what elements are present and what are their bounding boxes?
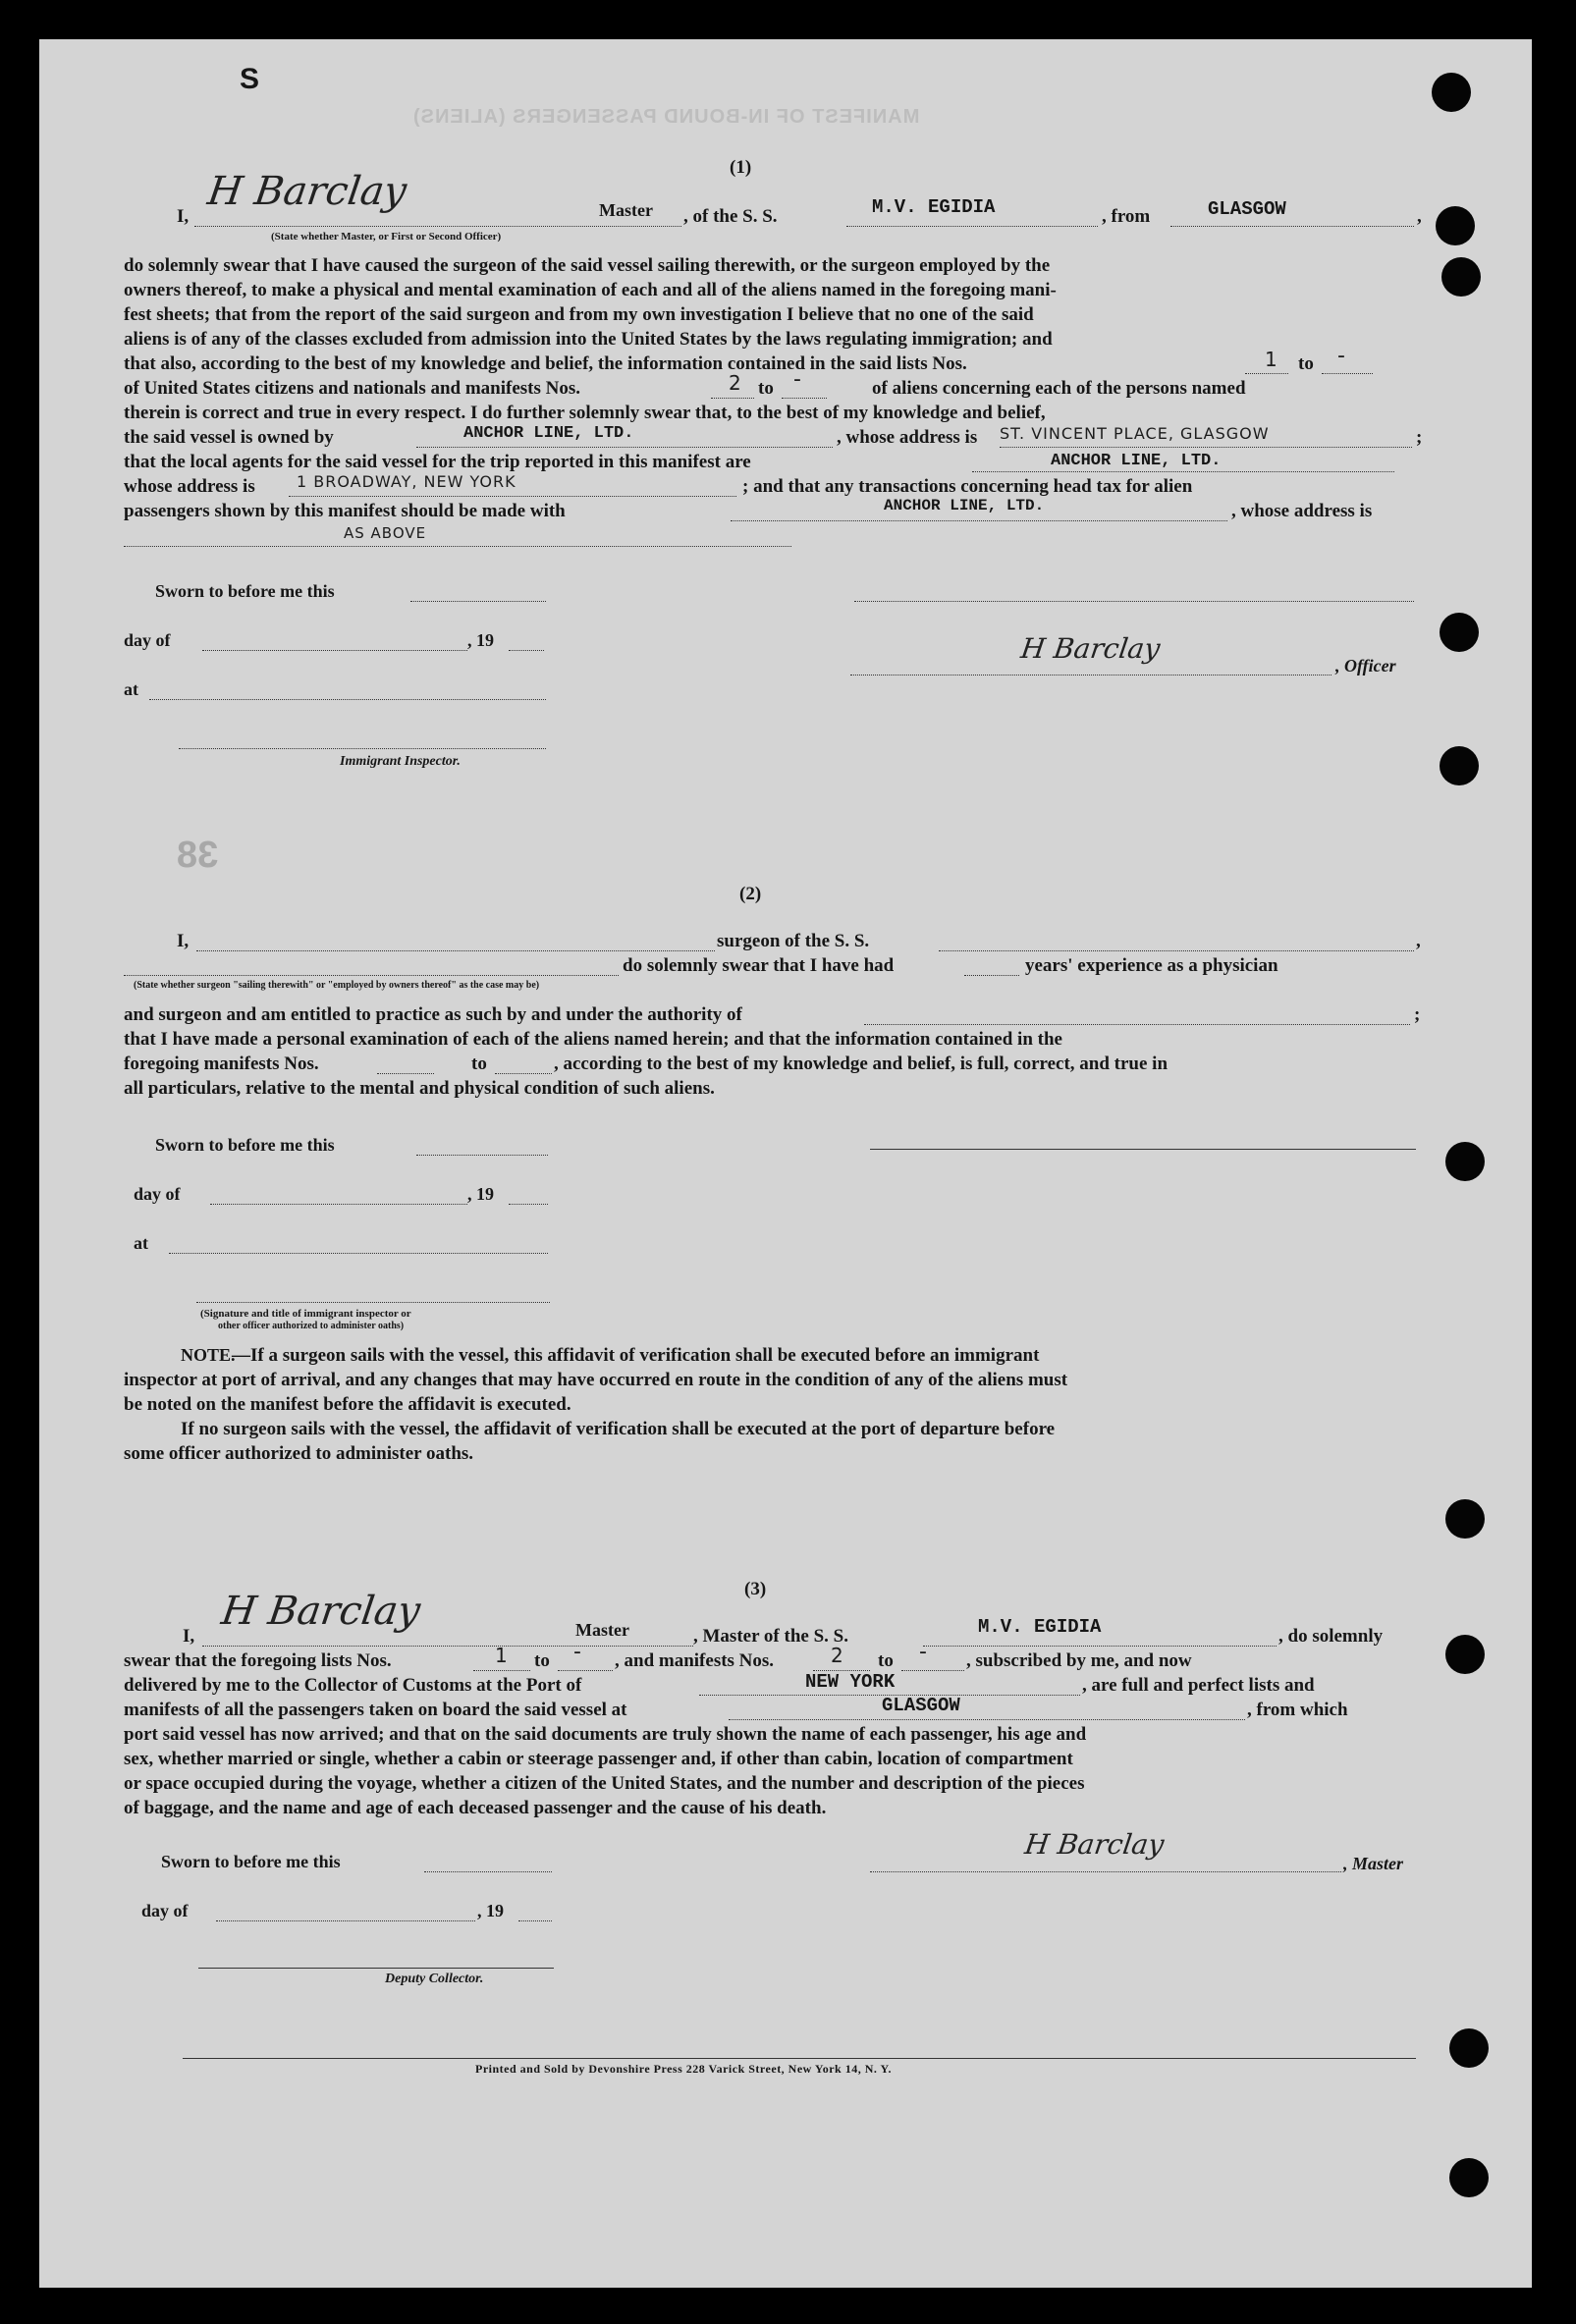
faded-header: MANIFEST OF IN-BOUND PASSENGERS (ALIENS) — [412, 106, 920, 128]
s1-signature: H Barclay — [204, 169, 409, 214]
s3-para-5: port said vessel has now arrived; and that on the said documents are truly shown the name of each passenger, his age and — [124, 1724, 1087, 1745]
s1-para-3: fest sheets; that from the report of the said surgeon and from my own investigation I believe that no one of the said — [124, 304, 1034, 325]
s1-para-9: that the local agents for the said vessel for the trip reported in this manifest are — [124, 452, 751, 472]
binder-hole — [1440, 613, 1479, 652]
s3-para-4b: , from which — [1247, 1700, 1348, 1720]
s3-departure-port: GLASGOW — [882, 1695, 960, 1716]
s1-name-line — [194, 226, 681, 227]
s3-lists-to: - — [573, 1640, 581, 1664]
s2-day-of: day of — [134, 1184, 181, 1204]
s1-para-10b: ; and that any transactions concerning head tax for alien — [742, 476, 1193, 497]
s2-authority-line — [864, 1024, 1410, 1025]
s3-sworn-line — [424, 1871, 552, 1872]
binder-hole — [1445, 1635, 1485, 1674]
s1-agents-address: 1 BROADWAY, NEW YORK — [297, 472, 516, 491]
s3-lists-to-word: to — [534, 1650, 550, 1671]
s2-para-3: and surgeon and am entitled to practice as such by and under the authority of — [124, 1004, 742, 1025]
s2-signature-line — [870, 1149, 1416, 1150]
s2-swear: do solemnly swear that I have had — [623, 955, 895, 976]
s3-year-line — [518, 1920, 552, 1921]
s1-nineteen: , 19 — [467, 630, 494, 650]
s1-head-tax-address: AS ABOVE — [344, 524, 427, 542]
s2-sig-note-2: other officer authorized to administer oaths) — [218, 1321, 405, 1331]
s1-ship: M.V. EGIDIA — [872, 196, 996, 218]
s1-comma: , — [1417, 206, 1422, 227]
s2-inspector-line — [196, 1302, 550, 1303]
s1-lists-to-line — [1322, 373, 1373, 374]
s1-day-of: day of — [124, 630, 171, 650]
s2-note-1: —If a surgeon sails with the vessel, this affidavit of verification shall be executed before an immigrant — [232, 1345, 1040, 1366]
s1-semicolon: ; — [1416, 427, 1423, 448]
s3-master-of: , Master of the S. S. — [693, 1626, 848, 1647]
s1-para-5: that also, according to the best of my knowledge and belief, the information contained in the said lists Nos. — [124, 353, 967, 374]
s2-sworn-line — [416, 1155, 548, 1156]
s2-at-line — [169, 1253, 548, 1254]
s2-para-5a: foregoing manifests Nos. — [124, 1054, 319, 1074]
s2-note-2: inspector at port of arrival, and any changes that may have occurred en route in the condition of any of the aliens must — [124, 1370, 1068, 1390]
s3-sworn: Sworn to before me this — [161, 1852, 341, 1871]
s2-para-5b: , according to the best of my knowledge and belief, is full, correct, and true in — [554, 1054, 1168, 1074]
s1-lists-to-word: to — [1298, 353, 1314, 374]
s1-manifests-to: - — [793, 367, 801, 392]
s2-semicolon: ; — [1414, 1004, 1421, 1025]
s2-para-4: that I have made a personal examination of each of the aliens named herein; and that the information contained in the — [124, 1029, 1062, 1050]
s1-agents: ANCHOR LINE, LTD. — [1051, 452, 1222, 470]
s3-ship: M.V. EGIDIA — [978, 1616, 1102, 1638]
footer-printer: Printed and Sold by Devonshire Press 228 Varick Street, New York 14, N. Y. — [475, 2062, 893, 2076]
s2-i: I, — [177, 931, 190, 951]
s1-para-1: do solemnly swear that I have caused the surgeon of the said vessel sailing therewith, or the surgeon employed by the — [124, 255, 1051, 276]
s1-officer-label: , Officer — [1335, 656, 1396, 676]
s1-inspector-line — [179, 748, 546, 749]
s3-manifests-to-line — [901, 1670, 964, 1671]
faded-number: 38 — [177, 835, 219, 876]
s1-para-11b: , whose address is — [1231, 501, 1373, 521]
s2-note-5: some officer authorized to administer oaths. — [124, 1443, 474, 1464]
s1-manifests-to-word: to — [758, 378, 774, 399]
section-3-heading: (3) — [744, 1579, 767, 1599]
s3-para-2a: swear that the foregoing lists Nos. — [124, 1650, 392, 1671]
s2-sig-note-1: (Signature and title of immigrant inspector or — [200, 1308, 411, 1320]
s2-note-4: If no surgeon sails with the vessel, the affidavit of verification shall be executed at the port of departure before — [181, 1419, 1056, 1439]
s3-lists-from: 1 — [495, 1644, 508, 1667]
manifest-page — [39, 39, 1532, 2288]
s3-master-line — [870, 1871, 1341, 1872]
s1-owner: ANCHOR LINE, LTD. — [463, 424, 634, 443]
binder-hole — [1436, 206, 1475, 245]
s3-signature: H Barclay — [218, 1589, 423, 1634]
s3-departure-line — [729, 1719, 1245, 1720]
s3-collector-line — [198, 1968, 554, 1969]
s1-rank-note: (State whether Master, or First or Second Officer) — [271, 231, 502, 243]
s1-para-8b: , whose address is — [837, 427, 978, 448]
s1-para-10a: whose address is — [124, 476, 255, 497]
s1-at: at — [124, 679, 138, 699]
s1-officer-signature: H Barclay — [1018, 632, 1163, 665]
s3-para-2c: , subscribed by me, and now — [966, 1650, 1192, 1671]
s1-owner-address-line — [1000, 447, 1412, 448]
s2-comma: , — [1416, 931, 1421, 951]
s3-para-2b: , and manifests Nos. — [615, 1650, 775, 1671]
s1-para-6a: of United States citizens and nationals and manifests Nos. — [124, 378, 581, 399]
s1-head-tax-agent: ANCHOR LINE, LTD. — [884, 497, 1045, 514]
s1-from: , from — [1102, 206, 1151, 227]
s1-sworn: Sworn to before me this — [155, 581, 335, 601]
s3-solemnly: , do solemnly — [1278, 1626, 1384, 1647]
s2-ship-line — [939, 950, 1414, 951]
s1-year-line — [509, 650, 544, 651]
s3-i: I, — [183, 1626, 195, 1647]
s2-surgeon-of: surgeon of the S. S. — [717, 931, 870, 951]
binder-hole — [1449, 2158, 1489, 2197]
s1-officer-line — [850, 675, 1331, 676]
s1-para-6b: of aliens concerning each of the persons named — [872, 378, 1246, 399]
section-1-heading: (1) — [730, 157, 752, 178]
s2-manifests-from-line — [377, 1073, 434, 1074]
page-mark: S — [240, 63, 260, 95]
s1-day-line — [202, 650, 467, 651]
s1-port-line — [1170, 226, 1414, 227]
s2-years-line — [964, 975, 1019, 976]
s2-sworn: Sworn to before me this — [155, 1135, 335, 1155]
section-2-heading: (2) — [739, 884, 762, 904]
footer-rule — [183, 2058, 1416, 2059]
s2-para-6: all particulars, relative to the mental and physical condition of such aliens. — [124, 1078, 715, 1099]
s2-note-label: NOTE. — [181, 1345, 236, 1365]
s2-sailing-line — [124, 975, 619, 976]
binder-hole — [1445, 1142, 1485, 1181]
s3-name-line — [202, 1646, 693, 1647]
s1-head-tax-address-line — [124, 546, 791, 547]
s1-agents-line — [972, 471, 1394, 472]
s3-lists-from-line — [473, 1670, 530, 1671]
s3-master-label: , Master — [1343, 1854, 1404, 1873]
s3-day-of: day of — [141, 1901, 189, 1920]
s1-head-tax-line — [731, 520, 1227, 521]
s2-years: years' experience as a physician — [1025, 955, 1278, 976]
s3-manifests-to-word: to — [878, 1650, 894, 1671]
binder-hole — [1432, 73, 1471, 112]
s1-of-ss: , of the S. S. — [683, 206, 778, 227]
s3-master-signature: H Barclay — [1022, 1828, 1167, 1861]
s1-lists-from: 1 — [1265, 348, 1277, 371]
binder-hole — [1445, 1499, 1485, 1539]
s2-year-line — [509, 1204, 548, 1205]
s2-surgeon-note: (State whether surgeon "sailing therewith" or "employed by owners thereof" as the case may be) — [134, 980, 540, 991]
s1-para-2: owners thereof, to make a physical and mental examination of each and all of the aliens named in the foregoing mani- — [124, 280, 1057, 300]
s2-name-line — [196, 950, 715, 951]
s3-collector-label: Deputy Collector. — [385, 1972, 484, 1986]
binder-hole — [1449, 2028, 1489, 2068]
s1-owner-address: ST. VINCENT PLACE, GLASGOW — [1000, 424, 1270, 443]
s3-nineteen: , 19 — [477, 1901, 504, 1920]
s1-lists-from-line — [1245, 373, 1288, 374]
s2-at: at — [134, 1233, 148, 1253]
s1-inspector-label: Immigrant Inspector. — [340, 754, 461, 769]
s3-day-line — [216, 1920, 475, 1921]
s1-para-7: therein is correct and true in every respect. I do further solemnly swear that, to the best of my knowledge and belief, — [124, 403, 1046, 423]
s3-para-8: of baggage, and the name and age of each deceased passenger and the cause of his death. — [124, 1798, 827, 1818]
s2-to-word: to — [471, 1054, 487, 1074]
s3-rank: Master — [575, 1620, 629, 1640]
s1-manifests-from: 2 — [729, 371, 741, 395]
s3-para-3a: delivered by me to the Collector of Customs at the Port of — [124, 1675, 582, 1696]
s1-owner-line — [416, 447, 833, 448]
s3-para-4a: manifests of all the passengers taken on board the said vessel at — [124, 1700, 627, 1720]
s1-para-4: aliens is of any of the classes excluded from admission into the United States by the laws regulating immigration; and — [124, 329, 1053, 350]
s3-para-3b: , are full and perfect lists and — [1082, 1675, 1315, 1696]
binder-hole — [1440, 746, 1479, 785]
s1-ship-line — [846, 226, 1098, 227]
s1-rank: Master — [599, 200, 653, 220]
s1-port: GLASGOW — [1208, 198, 1286, 220]
binder-hole — [1441, 257, 1481, 297]
s1-sworn-line — [410, 601, 546, 602]
s2-note-3: be noted on the manifest before the affidavit is executed. — [124, 1394, 571, 1415]
s2-nineteen: , 19 — [467, 1184, 494, 1204]
s1-manifests-from-line — [711, 398, 754, 399]
s3-manifests-to: - — [919, 1640, 927, 1664]
s1-para-11a: passengers shown by this manifest should be made with — [124, 501, 566, 521]
s1-at-line — [149, 699, 546, 700]
s3-lists-to-line — [558, 1670, 613, 1671]
s1-i: I, — [177, 206, 190, 227]
s1-agents-address-line — [289, 496, 736, 497]
s1-manifests-to-line — [782, 398, 827, 399]
s1-lists-to: - — [1337, 344, 1345, 368]
s3-para-6: sex, whether married or single, whether a cabin or steerage passenger and, if other than cabin, location of compartment — [124, 1749, 1073, 1769]
s3-arrival-port: NEW YORK — [805, 1671, 896, 1693]
s1-para-8a: the said vessel is owned by — [124, 427, 334, 448]
s3-manifests-from: 2 — [831, 1644, 843, 1667]
s2-day-line — [210, 1204, 467, 1205]
s3-ship-line — [923, 1646, 1277, 1647]
s2-manifests-to-line — [495, 1073, 552, 1074]
s3-para-7: or space occupied during the voyage, whether a citizen of the United States, and the number and description of the pieces — [124, 1773, 1085, 1794]
s1-sworn-line-right — [854, 601, 1414, 602]
